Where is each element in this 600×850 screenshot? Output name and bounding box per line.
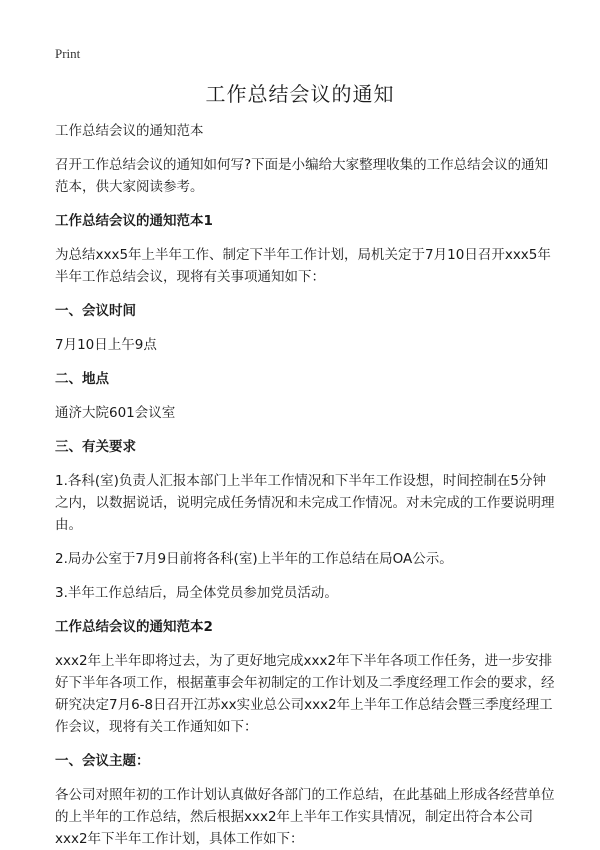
section2-theme: 各公司对照年初的工作计划认真做好各部门的工作总结，在此基础上形成各经营单位的上半年的工作总结，然后根据xxx2年上半年工作实具情况，制定出符合本公司xxx2年下半年工作计划，具体工作如下： [55,787,555,847]
document-body [55,120,555,850]
section1-place-heading: 二、地点 [55,371,109,387]
section1-req-heading: 三、有关要求 [55,439,136,455]
section1-intro: 为总结xxx5年上半年工作、制定下半年工作计划，局机关定于7月10日召开xxx5年半年工作总结会议，现将有关事项通知如下： [55,247,551,285]
section1-req-3: 3.半年工作总结后，局全体党员参加党员活动。 [55,585,338,601]
section2-intro: xxx2年上半年即将过去，为了更好地完成xxx2年下半年各项工作任务，进一步安排好下半年各项工作，根据董事会年初制定的工作计划及二季度经理工作会的要求，经研究决定7月6-8日召开江苏xx实业总公司xxx2年上半年工作总结会暨三季度经理工作会议，现将有关工作通知如下： [55,653,555,735]
section1-place: 通济大院601会议室 [55,405,176,421]
section2-theme-heading: 一、会议主题： [55,753,150,769]
page-title: 工作总结会议的通知 [205,82,395,106]
print-label[interactable]: Print [55,46,81,61]
section1-req-2: 2.局办公室于7月9日前将各科(室)上半年的工作总结在局OA公示。 [55,551,453,567]
section2-heading: 工作总结会议的通知范本2 [55,619,213,635]
section1-heading: 工作总结会议的通知范本1 [55,213,213,229]
section1-time: 7月10日上午9点 [55,337,157,353]
section1-req-1: 1.各科(室)负责人汇报本部门上半年工作情况和下半年工作设想，时间控制在5分钟之内，以数据说话，说明完成任务情况和未完成工作情况。对未完成的工作要说明理由。 [55,473,555,533]
intro-paragraph: 召开工作总结会议的通知如何写?下面是小编给大家整理收集的工作总结会议的通知范本，供大家阅读参考。 [55,157,549,195]
section1-time-heading: 一、会议时间 [55,303,136,319]
doc-subtitle: 工作总结会议的通知范本 [55,123,204,139]
